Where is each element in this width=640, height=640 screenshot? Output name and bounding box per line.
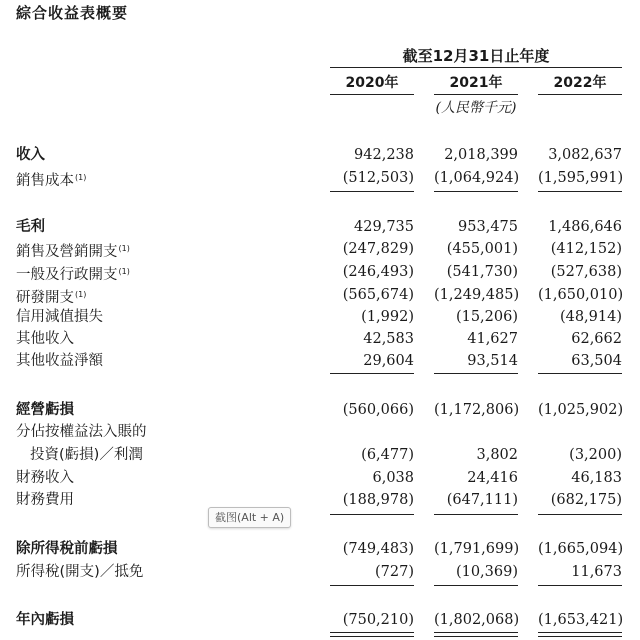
table-row-revenue bbox=[0, 144, 640, 166]
subtotal-rule bbox=[330, 191, 414, 192]
value-cell: 24,416 bbox=[467, 470, 518, 486]
value-cell: (750,210) bbox=[342, 612, 414, 628]
value-cell: (3,200) bbox=[569, 447, 622, 463]
table-row-finance-income bbox=[0, 467, 640, 489]
row-label: 財務費用 bbox=[16, 492, 74, 508]
row-label: 投資(虧損)／利潤 bbox=[30, 447, 143, 463]
subtotal-rule bbox=[330, 585, 414, 586]
value-cell: (15,206) bbox=[455, 309, 518, 325]
value-cell: 29,604 bbox=[363, 353, 414, 369]
total-double-rule bbox=[330, 632, 414, 637]
row-label: 銷售成本$^{(1)}$ bbox=[16, 173, 87, 189]
value-cell: (455,001) bbox=[446, 241, 518, 257]
value-cell: (1,992) bbox=[361, 309, 414, 325]
subtotal-rule bbox=[434, 514, 518, 515]
value-cell: (246,493) bbox=[342, 264, 414, 280]
row-label: 財務收入 bbox=[16, 470, 74, 486]
table-row-selling-expenses bbox=[0, 238, 640, 260]
table-row-loss-for-year bbox=[0, 609, 640, 631]
value-cell: 93,514 bbox=[467, 353, 518, 369]
row-label: 毛利 bbox=[16, 219, 45, 235]
value-cell: (727) bbox=[375, 564, 414, 580]
total-double-rule bbox=[434, 632, 518, 637]
value-cell: 62,662 bbox=[571, 331, 622, 347]
subtotal-rule bbox=[434, 585, 518, 586]
row-label: 信用減值損失 bbox=[16, 309, 103, 325]
subtotal-rule bbox=[330, 373, 414, 374]
year-header-2021: 2021年 bbox=[449, 75, 503, 91]
value-cell: (1,595,991) bbox=[538, 170, 624, 186]
footnote-marker: (1) bbox=[75, 173, 87, 182]
subtotal-rule bbox=[538, 191, 622, 192]
table-row-other-income bbox=[0, 328, 640, 350]
value-cell: (1,025,902) bbox=[538, 402, 624, 418]
row-label: 所得稅(開支)／抵免 bbox=[16, 564, 144, 580]
value-cell: 429,735 bbox=[354, 219, 414, 235]
value-cell: 63,504 bbox=[571, 353, 622, 369]
table-row-other-gains bbox=[0, 350, 640, 372]
subtotal-rule bbox=[538, 514, 622, 515]
value-cell: 3,802 bbox=[476, 447, 518, 463]
value-cell: 953,475 bbox=[458, 219, 518, 235]
value-cell: (1,172,806) bbox=[434, 402, 520, 418]
row-label: 經營虧損 bbox=[16, 402, 74, 418]
table-row-admin-expenses bbox=[0, 261, 640, 283]
value-cell: 42,583 bbox=[363, 331, 414, 347]
period-header-rule bbox=[330, 67, 622, 68]
value-cell: (247,829) bbox=[342, 241, 414, 257]
row-label: 收入 bbox=[16, 147, 45, 163]
value-cell: (1,653,421) bbox=[538, 612, 624, 628]
year-header-rule bbox=[330, 94, 414, 95]
page-title: 綜合收益表概要 bbox=[16, 4, 129, 22]
footnote-marker: (1) bbox=[118, 244, 130, 253]
value-cell: 1,486,646 bbox=[548, 219, 622, 235]
table-row-credit-impairment bbox=[0, 306, 640, 328]
value-cell: (1,249,485) bbox=[434, 287, 520, 303]
row-label: 研發開支$^{(1)}$ bbox=[16, 290, 87, 306]
row-label: 其他收益淨額 bbox=[16, 353, 103, 369]
total-double-rule bbox=[538, 632, 622, 637]
value-cell: (1,665,094) bbox=[538, 541, 624, 557]
screenshot-tooltip: 截图(Alt + A) bbox=[208, 507, 291, 528]
value-cell: (1,802,068) bbox=[434, 612, 520, 628]
value-cell: (6,477) bbox=[361, 447, 414, 463]
row-label: 除所得稅前虧損 bbox=[16, 541, 118, 557]
value-cell: 3,082,637 bbox=[548, 147, 622, 163]
table-row-rnd-expenses bbox=[0, 284, 640, 306]
period-header: 截至12月31日止年度 bbox=[402, 47, 550, 65]
value-cell: (1,791,699) bbox=[434, 541, 520, 557]
table-row-equity-share-heading bbox=[0, 421, 640, 443]
row-label: 年內虧損 bbox=[16, 612, 74, 628]
table-row-operating-loss bbox=[0, 399, 640, 421]
value-cell: (541,730) bbox=[446, 264, 518, 280]
value-cell: (512,503) bbox=[342, 170, 414, 186]
value-cell: 2,018,399 bbox=[444, 147, 518, 163]
value-cell: 41,627 bbox=[467, 331, 518, 347]
footnote-marker: (1) bbox=[75, 290, 87, 299]
footnote-marker: (1) bbox=[118, 267, 130, 276]
value-cell: 46,183 bbox=[571, 470, 622, 486]
value-cell: (188,978) bbox=[342, 492, 414, 508]
year-header-2022: 2022年 bbox=[553, 75, 607, 91]
value-cell: (647,111) bbox=[446, 492, 518, 508]
subtotal-rule bbox=[434, 373, 518, 374]
value-cell: (48,914) bbox=[559, 309, 622, 325]
table-row-finance-costs bbox=[0, 489, 640, 511]
value-cell: (527,638) bbox=[550, 264, 622, 280]
year-header-2020: 2020年 bbox=[345, 75, 399, 91]
table-row-gross-profit bbox=[0, 216, 640, 238]
subtotal-rule bbox=[330, 514, 414, 515]
value-cell: (749,483) bbox=[342, 541, 414, 557]
value-cell: (412,152) bbox=[550, 241, 622, 257]
row-label: 分佔按權益法入賬的 bbox=[16, 424, 147, 440]
year-header-rule bbox=[538, 94, 622, 95]
value-cell: (1,064,924) bbox=[434, 170, 520, 186]
table-row-income-tax bbox=[0, 561, 640, 583]
unit-label: (人民幣千元) bbox=[435, 100, 517, 116]
subtotal-rule bbox=[434, 191, 518, 192]
row-label: 銷售及營銷開支$^{(1)}$ bbox=[16, 244, 130, 260]
year-header-rule bbox=[434, 94, 518, 95]
value-cell: (682,175) bbox=[550, 492, 622, 508]
value-cell: 942,238 bbox=[354, 147, 414, 163]
row-label: 一般及行政開支$^{(1)}$ bbox=[16, 267, 130, 283]
value-cell: 6,038 bbox=[372, 470, 414, 486]
table-row-investment-result bbox=[0, 444, 640, 466]
value-cell: (560,066) bbox=[342, 402, 414, 418]
table-row-cost-of-sales bbox=[0, 167, 640, 189]
row-label: 其他收入 bbox=[16, 331, 74, 347]
value-cell: (565,674) bbox=[342, 287, 414, 303]
value-cell: 11,673 bbox=[571, 564, 622, 580]
subtotal-rule bbox=[538, 585, 622, 586]
value-cell: (1,650,010) bbox=[538, 287, 624, 303]
value-cell: (10,369) bbox=[455, 564, 518, 580]
subtotal-rule bbox=[538, 373, 622, 374]
table-row-loss-before-tax bbox=[0, 538, 640, 560]
